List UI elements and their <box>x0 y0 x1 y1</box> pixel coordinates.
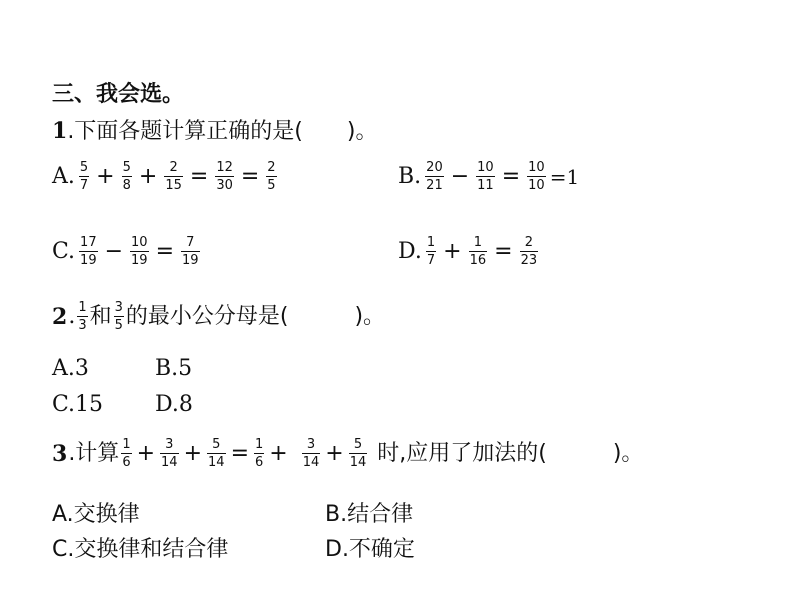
operator: + <box>183 440 203 466</box>
question-1-text: .下面各题计算正确的是( )。 <box>67 119 378 144</box>
conjunction: 和 <box>89 303 112 329</box>
fraction: $\frac{2}{15}$ <box>165 160 182 193</box>
option-label: C. <box>52 238 76 264</box>
fraction: $\frac{1}{6}$ <box>122 437 131 470</box>
fraction: $\frac{1}{16}$ <box>469 235 487 268</box>
operator: + <box>138 163 158 189</box>
q3-option-b[interactable]: B.结合律 <box>325 502 414 527</box>
operator: + <box>269 440 288 466</box>
fraction: $\frac{3}{14}$ <box>161 437 178 470</box>
equals: = <box>240 163 260 189</box>
fraction: $\frac{7}{19}$ <box>182 235 199 268</box>
q1-option-a[interactable] <box>52 160 278 193</box>
q2-option-a[interactable]: A.3 <box>52 356 89 381</box>
dot: . <box>68 303 76 329</box>
fraction: $\frac{1}{3}$ <box>78 300 87 333</box>
question-3-prefix: .计算 <box>68 440 120 466</box>
q2-option-c[interactable]: C.15 <box>52 392 104 417</box>
fraction: $\frac{1}{7}$ <box>426 235 436 268</box>
operator: + <box>325 440 344 466</box>
question-2-number: 2 <box>52 303 68 330</box>
equals: = <box>230 440 249 466</box>
fraction: $\frac{5}{14}$ <box>349 437 367 470</box>
fraction: $\frac{10}{19}$ <box>131 235 148 268</box>
q2-option-d[interactable]: D.8 <box>155 392 193 417</box>
question-1-stem <box>52 118 377 145</box>
question-2-text: 的最小公分母是( )。 <box>125 303 386 329</box>
fraction: $\frac{17}{19}$ <box>80 235 97 268</box>
result: =1 <box>549 164 580 189</box>
operator: − <box>450 163 470 189</box>
fraction: $\frac{12}{30}$ <box>216 160 233 193</box>
question-2-stem <box>52 300 385 333</box>
operator: + <box>443 238 462 264</box>
fraction: $\frac{3}{14}$ <box>302 437 320 470</box>
fraction: $\frac{20}{21}$ <box>426 160 443 193</box>
section-title: 三、我会选。 <box>52 82 185 107</box>
fraction: $\frac{5}{8}$ <box>122 160 131 193</box>
operator: − <box>104 238 124 264</box>
equals: = <box>494 238 513 264</box>
question-3-text: 时,应用了加法的( )。 <box>377 440 644 466</box>
option-label: D. <box>398 238 422 264</box>
option-label: B. <box>398 163 422 189</box>
q3-option-a[interactable]: A.交换律 <box>52 502 140 527</box>
fraction: $\frac{2}{23}$ <box>520 235 538 268</box>
equals: = <box>155 238 175 264</box>
fraction: $\frac{1}{6}$ <box>255 437 264 470</box>
q3-option-d[interactable]: D.不确定 <box>325 537 415 562</box>
q1-option-b[interactable] <box>398 160 579 193</box>
q1-option-d[interactable] <box>398 235 539 268</box>
question-3-stem <box>52 437 643 470</box>
equals: = <box>501 163 521 189</box>
fraction: $\frac{10}{11}$ <box>477 160 494 193</box>
fraction: $\frac{5}{7}$ <box>79 160 89 193</box>
equals: = <box>189 163 209 189</box>
operator: + <box>136 440 156 466</box>
q3-option-c[interactable]: C.交换律和结合律 <box>52 537 229 562</box>
q2-option-b[interactable]: B.5 <box>155 356 193 381</box>
fraction: $\frac{2}{5}$ <box>267 160 276 193</box>
q1-option-c[interactable] <box>52 235 201 268</box>
option-label: A. <box>52 163 75 189</box>
fraction: $\frac{10}{10}$ <box>528 160 545 193</box>
fraction: $\frac{3}{5}$ <box>114 300 123 333</box>
operator: + <box>96 163 115 189</box>
fraction: $\frac{5}{14}$ <box>208 437 225 470</box>
question-3-number: 3 <box>52 440 68 467</box>
question-1-number: 1 <box>52 118 68 144</box>
